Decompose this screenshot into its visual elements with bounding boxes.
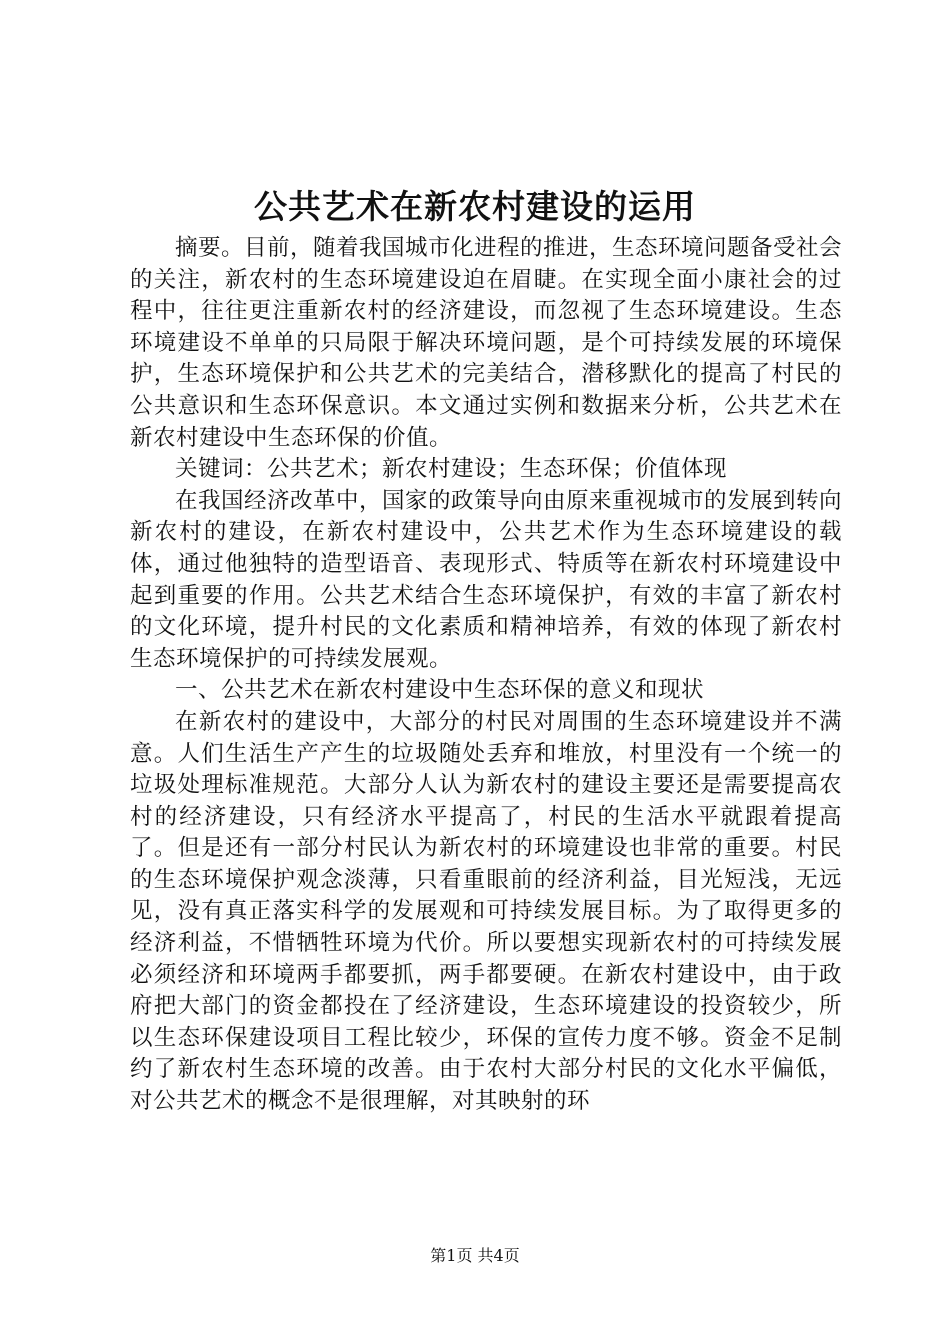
document-body xyxy=(130,233,842,1118)
intro-paragraph: 在我国经济改革中，国家的政策导向由原来重视城市的发展到转向新农村的建设，在新农村建设中，公共艺术作为生态环境建设的载体，通过他独特的造型语音、表现形式、特质等在新农村环境建设中起到重要的作用。公共艺术结合生态环境保护，有效的丰富了新农村的文化环境，提升村民的文化素质和精神培养，有效的体现了新农村生态环境保护的可持续发展观。 xyxy=(130,487,843,672)
keywords-line: 关键词：公共艺术；新农村建设；生态环保；价值体现 xyxy=(175,456,728,483)
section-heading: 一、公共艺术在新农村建设中生态环保的意义和现状 xyxy=(175,677,705,704)
document-title: 公共艺术在新农村建设的运用 xyxy=(254,187,696,226)
page-number-footer: 第1页 共4页 xyxy=(430,1246,520,1265)
section-paragraph: 在新农村的建设中，大部分的村民对周围的生态环境建设并不满意。人们生活生产产生的垃圾随处丢弃和堆放，村里没有一个统一的垃圾处理标准规范。大部分人认为新农村的建设主要还是需要提高农村的经济建设，只有经济水平提高了，村民的生活水平就跟着提高了。但是还有一部分村民认为新农村的环境建设也非常的重要。村民的生态环境保护观念淡薄，只看重眼前的经济利益，目光短浅，无远见，没有真正落实科学的发展观和可持续发展目标。为了取得更多的经济利益，不惜牺牲环境为代价。所以要想实现新农村的可持续发展必须经济和环境两手都要抓，两手都要硬。在新农村建设中，由于政府把大部门的资金都投在了经济建设，生态环境建设的投资较少，所以生态环保建设项目工程比较少，环保的宣传力度不够。资金不足制约了新农村生态环境的改善。由于农村大部分村民的文化水平偏低，对公共艺术的概念不是很理解，对其映射的环 xyxy=(130,708,842,1115)
abstract-paragraph: 摘要。目前，随着我国城市化进程的推进，生态环境问题备受社会的关注，新农村的生态环境建设迫在眉睫。在实现全面小康社会的过程中，往往更注重新农村的经济建设，而忽视了生态环境建设。生态环境建设不单单的只局限于解决环境问题，是个可持续发展的环境保护，生态环境保护和公共艺术的完美结合，潜移默化的提高了村民的公共意识和生态环保意识。本文通过实例和数据来分析，公共艺术在新农村建设中生态环保的价值。 xyxy=(130,235,843,451)
